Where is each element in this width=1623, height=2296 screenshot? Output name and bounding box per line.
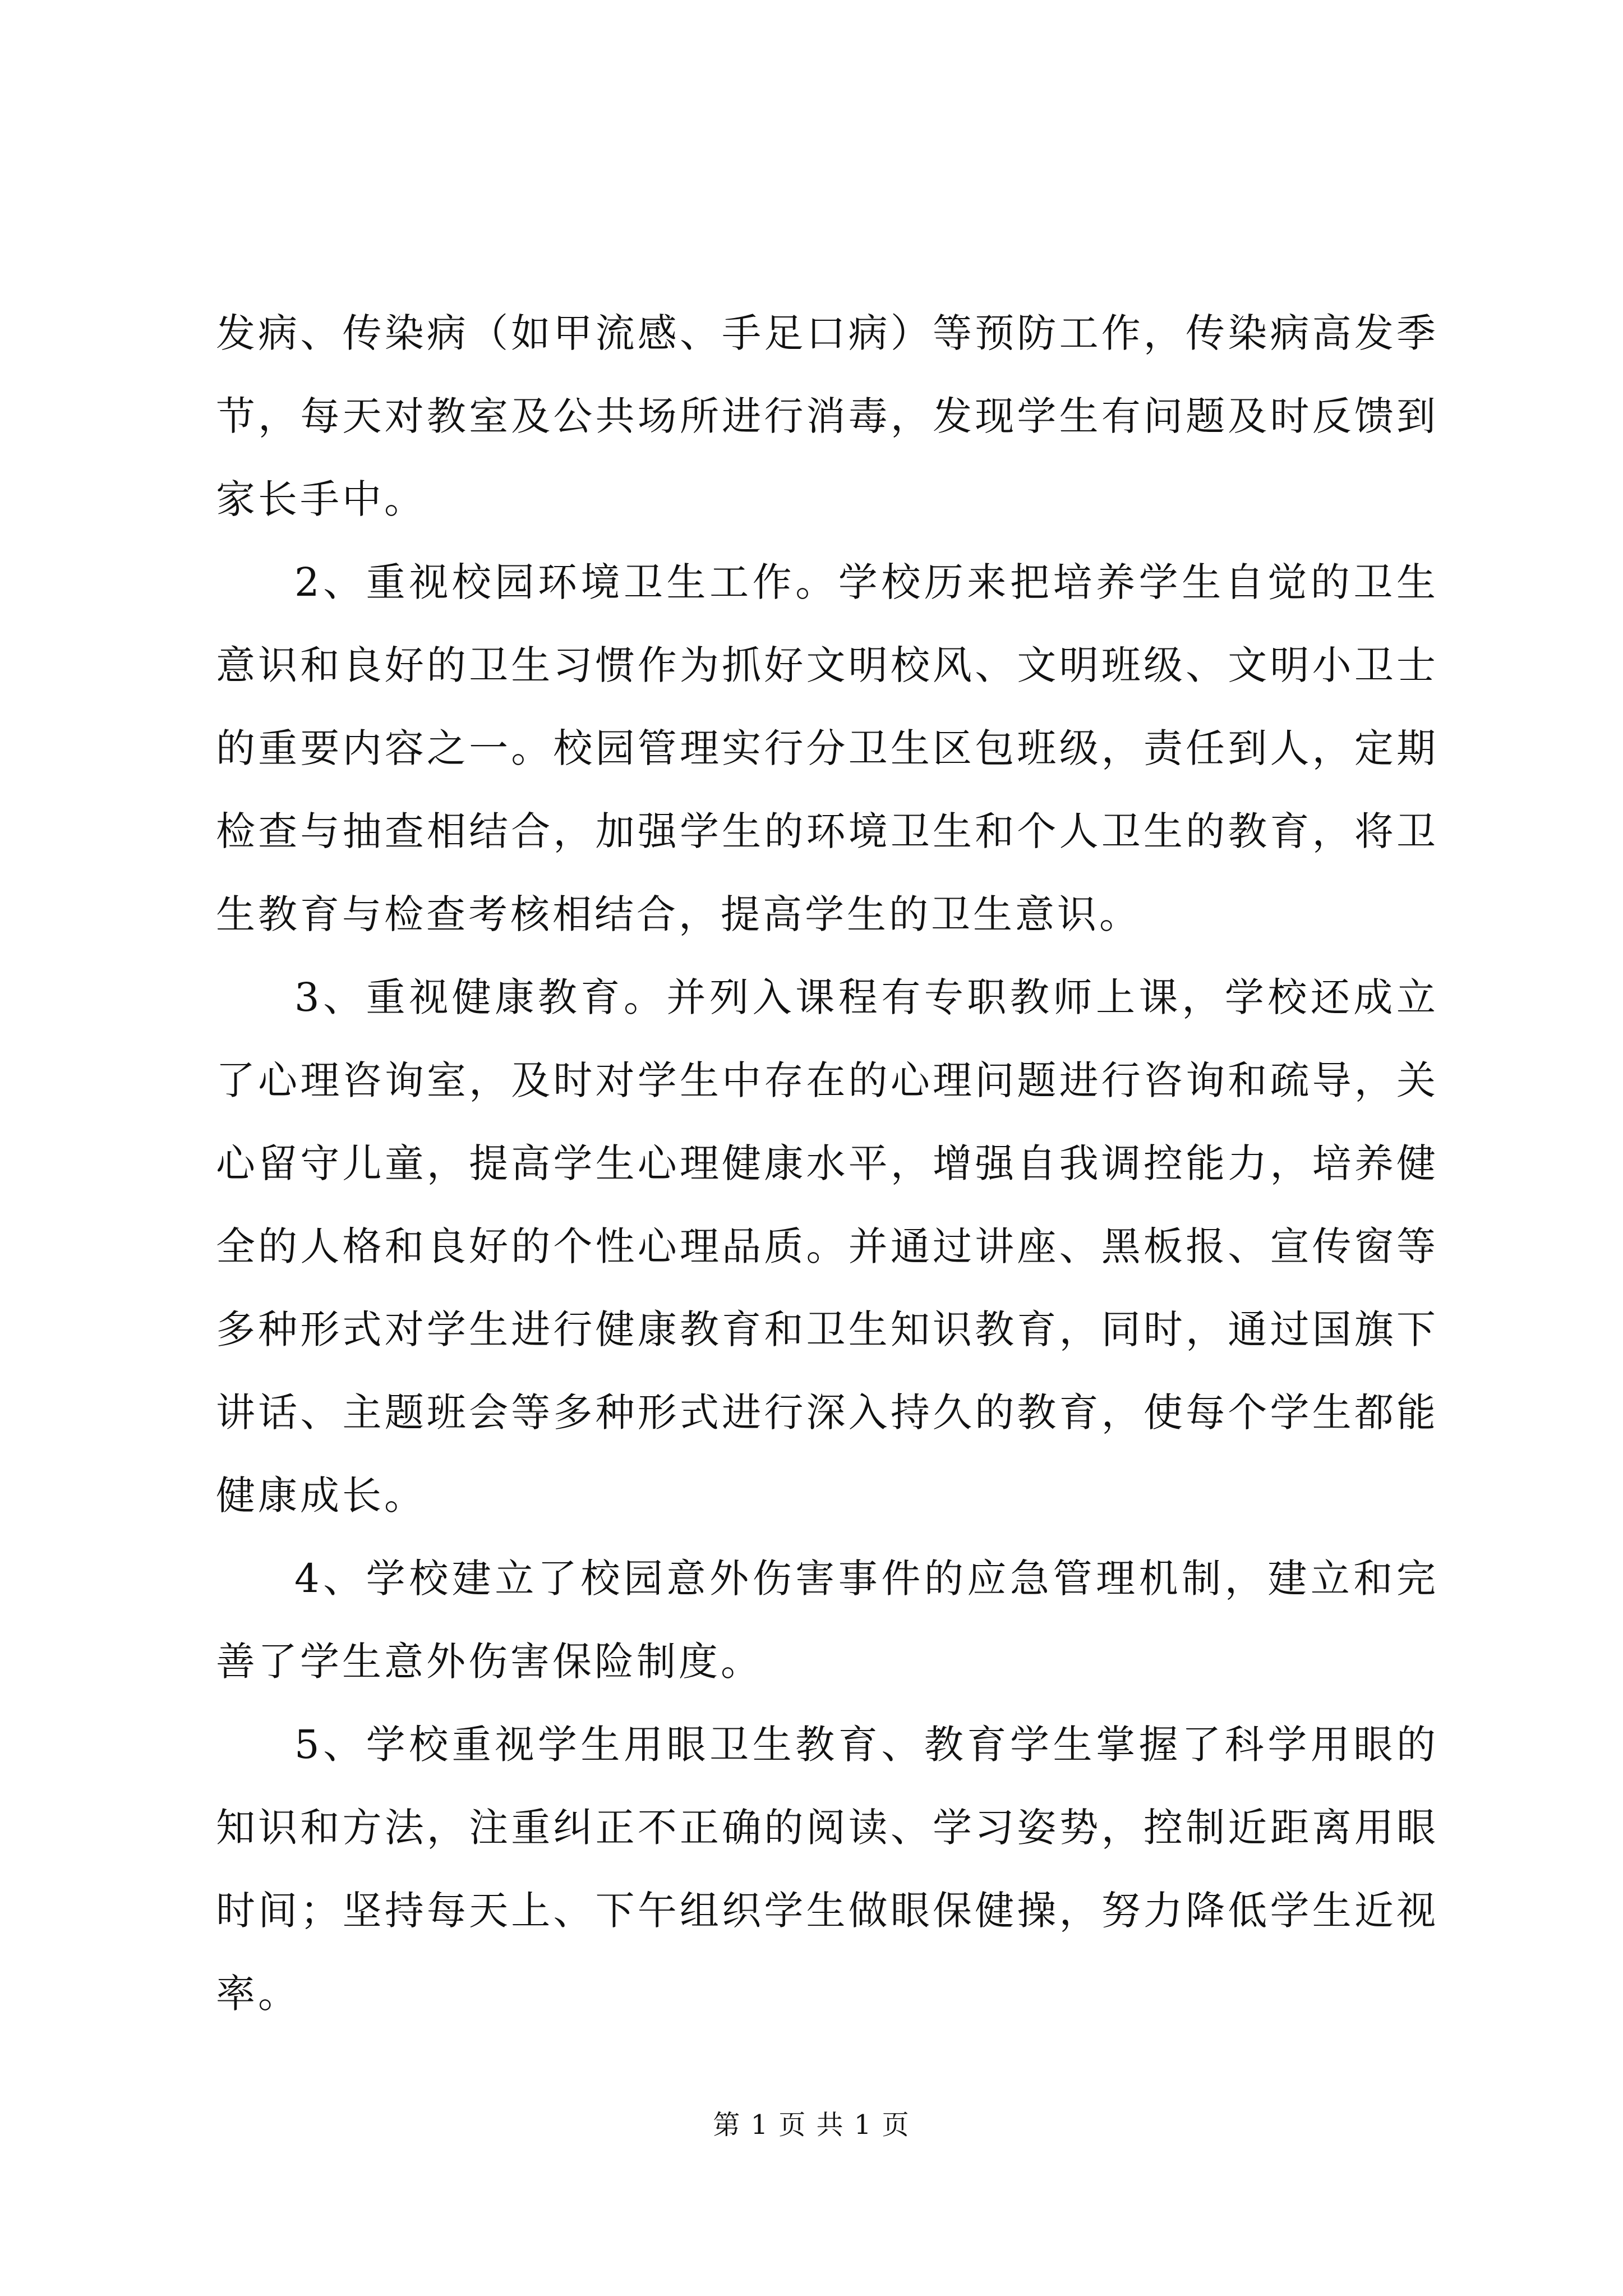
- paragraph-item-4: 4、学校建立了校园意外伤害事件的应急管理机制，建立和完善了学生意外伤害保险制度。: [216, 1556, 1438, 1685]
- paragraph-continuation: 发病、传染病（如甲流感、手足口病）等预防工作，传染病高发季节，每天对教室及公共场所进行消毒，发现学生有问题及时反馈到家长手中。: [216, 310, 1438, 522]
- paragraph-item-5: 5、学校重视学生用眼卫生教育、教育学生掌握了科学用眼的知识和方法，注重纠正不正确的阅读、学习姿势，控制近距离用眼时间；坚持每天上、下午组织学生做眼保健操，努力降低学生近视率。: [216, 1722, 1438, 2017]
- page-footer: 第 1 页 共 1 页: [713, 2109, 910, 2141]
- paragraph-item-2: 2、重视校园环境卫生工作。学校历来把培养学生自觉的卫生意识和良好的卫生习惯作为抓好文明校风、文明班级、文明小卫士的重要内容之一。校园管理实行分卫生区包班级，责任到人，定期检查与抽查相结合，加强学生的环境卫生和个人卫生的教育，将卫生教育与检查考核相结合，提高学生的卫生意识。: [216, 559, 1438, 937]
- paragraph-item-3: 3、重视健康教育。并列入课程有专职教师上课，学校还成立了心理咨询室，及时对学生中存在的心理问题进行咨询和疏导，关心留守儿童，提高学生心理健康水平，增强自我调控能力，培养健全的人格和良好的个性心理品质。并通过讲座、黑板报、宣传窗等多种形式对学生进行健康教育和卫生知识教育，同时，通过国旗下讲话、主题班会等多种形式进行深入持久的教育，使每个学生都能健康成长。: [216, 974, 1438, 1519]
- document-body: [216, 292, 1438, 2035]
